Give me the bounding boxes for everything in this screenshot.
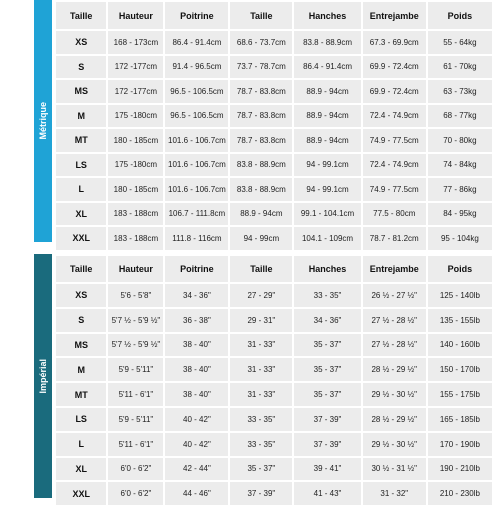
metric-cell-weight: 68 - 77kg [428,105,492,128]
imperial-cell-height: 5'7 ½ - 5'9 ½" [108,334,163,357]
imperial-size-chart [34,254,494,498]
metric-cell-height: 172 -177cm [108,56,163,79]
metric-header-weight: Poids [428,2,492,29]
metric-cell-waist: 68.6 - 73.7cm [230,31,292,54]
metric-cell-chest: 111.8 - 116cm [165,227,228,250]
imperial-table-header [56,256,492,282]
imperial-cell-waist: 31 - 33" [230,334,292,357]
imperial-cell-inseam: 29 ½ - 30 ½" [363,433,426,456]
metric-cell-hips: 83.8 - 88.9cm [294,31,360,54]
metric-side-label [34,0,52,242]
imperial-cell-chest: 38 - 40" [165,334,228,357]
imperial-cell-hips: 35 - 37" [294,358,360,381]
imperial-cell-chest: 36 - 38" [165,309,228,332]
metric-cell-chest: 106.7 - 111.8cm [165,203,228,226]
metric-cell-waist: 83.8 - 88.9cm [230,178,292,201]
imperial-cell-hips: 35 - 37" [294,334,360,357]
metric-table [54,0,494,252]
metric-cell-height: 183 - 188cm [108,227,163,250]
imperial-cell-size: M [56,358,106,381]
imperial-cell-height: 6'0 - 6'2" [108,482,163,505]
imperial-cell-inseam: 31 - 32" [363,482,426,505]
metric-cell-waist: 88.9 - 94cm [230,203,292,226]
metric-cell-hips: 88.9 - 94cm [294,105,360,128]
imperial-cell-hips: 37 - 39" [294,408,360,431]
metric-cell-weight: 77 - 86kg [428,178,492,201]
imperial-cell-hips: 39 - 41" [294,458,360,481]
metric-cell-inseam: 69.9 - 72.4cm [363,80,426,103]
metric-cell-inseam: 72.4 - 74.9cm [363,154,426,177]
imperial-cell-chest: 42 - 44" [165,458,228,481]
metric-cell-inseam: 78.7 - 81.2cm [363,227,426,250]
metric-header-row [56,2,492,29]
imperial-header-weight: Poids [428,256,492,282]
imperial-cell-size: XS [56,284,106,307]
metric-cell-chest: 96.5 - 106.5cm [165,105,228,128]
imperial-cell-chest: 34 - 36" [165,284,228,307]
imperial-header-chest: Poitrine [165,256,228,282]
metric-cell-height: 175 -180cm [108,105,163,128]
imperial-cell-inseam: 30 ½ - 31 ½" [363,458,426,481]
imperial-cell-inseam: 27 ½ - 28 ½" [363,309,426,332]
metric-cell-size: M [56,105,106,128]
metric-header-size: Taille [56,2,106,29]
imperial-table-body [56,284,492,505]
metric-header-hips: Hanches [294,2,360,29]
metric-cell-weight: 61 - 70kg [428,56,492,79]
imperial-cell-hips: 35 - 37" [294,383,360,406]
imperial-cell-hips: 37 - 39" [294,433,360,456]
table-row [56,458,492,481]
imperial-cell-size: LS [56,408,106,431]
metric-cell-weight: 95 - 104kg [428,227,492,250]
imperial-cell-height: 5'7 ½ - 5'9 ½" [108,309,163,332]
metric-cell-hips: 88.9 - 94cm [294,129,360,152]
metric-cell-waist: 78.7 - 83.8cm [230,129,292,152]
imperial-header-row [56,256,492,282]
imperial-cell-waist: 31 - 33" [230,383,292,406]
imperial-cell-inseam: 26 ½ - 27 ½" [363,284,426,307]
metric-cell-size: MT [56,129,106,152]
metric-cell-hips: 86.4 - 91.4cm [294,56,360,79]
metric-cell-inseam: 67.3 - 69.9cm [363,31,426,54]
imperial-header-height: Hauteur [108,256,163,282]
imperial-cell-hips: 41 - 43" [294,482,360,505]
imperial-cell-waist: 27 - 29" [230,284,292,307]
imperial-cell-height: 5'6 - 5'8" [108,284,163,307]
metric-cell-waist: 78.7 - 83.8cm [230,105,292,128]
metric-table-body [56,31,492,250]
metric-cell-weight: 70 - 80kg [428,129,492,152]
imperial-cell-height: 6'0 - 6'2" [108,458,163,481]
metric-cell-hips: 94 - 99.1cm [294,154,360,177]
table-row [56,358,492,381]
metric-cell-size: XS [56,31,106,54]
metric-cell-chest: 101.6 - 106.7cm [165,178,228,201]
metric-cell-size: S [56,56,106,79]
metric-cell-height: 168 - 173cm [108,31,163,54]
metric-cell-chest: 101.6 - 106.7cm [165,129,228,152]
table-row [56,334,492,357]
table-row [56,178,492,201]
imperial-cell-waist: 31 - 33" [230,358,292,381]
imperial-cell-size: XXL [56,482,106,505]
metric-header-height: Hauteur [108,2,163,29]
metric-cell-chest: 96.5 - 106.5cm [165,80,228,103]
metric-cell-waist: 73.7 - 78.7cm [230,56,292,79]
imperial-header-waist: Taille [230,256,292,282]
imperial-cell-waist: 33 - 35" [230,408,292,431]
imperial-cell-weight: 150 - 170lb [428,358,492,381]
metric-cell-chest: 91.4 - 96.5cm [165,56,228,79]
imperial-cell-weight: 135 - 155lb [428,309,492,332]
imperial-cell-weight: 190 - 210lb [428,458,492,481]
imperial-cell-weight: 165 - 185lb [428,408,492,431]
metric-table-header [56,2,492,29]
imperial-cell-chest: 44 - 46" [165,482,228,505]
imperial-cell-weight: 125 - 140lb [428,284,492,307]
imperial-cell-chest: 38 - 40" [165,383,228,406]
imperial-cell-chest: 38 - 40" [165,358,228,381]
table-row [56,408,492,431]
imperial-cell-waist: 29 - 31" [230,309,292,332]
metric-size-chart [34,0,494,242]
imperial-header-size: Taille [56,256,106,282]
metric-cell-inseam: 77.5 - 80cm [363,203,426,226]
imperial-cell-height: 5'9 - 5'11" [108,358,163,381]
metric-cell-size: L [56,178,106,201]
table-row [56,383,492,406]
imperial-cell-hips: 33 - 35" [294,284,360,307]
metric-cell-size: XL [56,203,106,226]
metric-cell-height: 183 - 188cm [108,203,163,226]
imperial-header-hips: Hanches [294,256,360,282]
imperial-cell-waist: 33 - 35" [230,433,292,456]
metric-cell-hips: 104.1 - 109cm [294,227,360,250]
metric-cell-weight: 63 - 73kg [428,80,492,103]
imperial-table [54,254,494,507]
metric-cell-height: 172 -177cm [108,80,163,103]
imperial-cell-weight: 140 - 160lb [428,334,492,357]
imperial-cell-inseam: 28 ½ - 29 ½" [363,358,426,381]
imperial-cell-height: 5'11 - 6'1" [108,383,163,406]
table-row [56,31,492,54]
table-row [56,80,492,103]
metric-cell-weight: 74 - 84kg [428,154,492,177]
imperial-cell-weight: 210 - 230lb [428,482,492,505]
table-row [56,482,492,505]
table-row [56,227,492,250]
metric-cell-size: LS [56,154,106,177]
metric-cell-chest: 101.6 - 106.7cm [165,154,228,177]
imperial-cell-inseam: 29 ½ - 30 ½" [363,383,426,406]
metric-label-text: Métrique [38,102,48,140]
imperial-cell-size: L [56,433,106,456]
metric-cell-chest: 86.4 - 91.4cm [165,31,228,54]
imperial-cell-chest: 40 - 42" [165,408,228,431]
imperial-cell-waist: 37 - 39" [230,482,292,505]
imperial-cell-weight: 155 - 175lb [428,383,492,406]
imperial-header-inseam: Entrejambe [363,256,426,282]
metric-cell-weight: 84 - 95kg [428,203,492,226]
imperial-cell-inseam: 27 ½ - 28 ½" [363,334,426,357]
metric-cell-waist: 78.7 - 83.8cm [230,80,292,103]
imperial-cell-size: XL [56,458,106,481]
table-row [56,309,492,332]
metric-cell-inseam: 74.9 - 77.5cm [363,178,426,201]
metric-cell-height: 175 -180cm [108,154,163,177]
metric-cell-inseam: 74.9 - 77.5cm [363,129,426,152]
metric-cell-height: 180 - 185cm [108,178,163,201]
imperial-label-text: Impérial [38,358,48,394]
imperial-cell-weight: 170 - 190lb [428,433,492,456]
imperial-cell-size: MT [56,383,106,406]
table-row [56,56,492,79]
imperial-side-label [34,254,52,498]
metric-cell-weight: 55 - 64kg [428,31,492,54]
metric-cell-hips: 88.9 - 94cm [294,80,360,103]
metric-cell-size: XXL [56,227,106,250]
imperial-cell-hips: 34 - 36" [294,309,360,332]
table-row [56,129,492,152]
metric-cell-height: 180 - 185cm [108,129,163,152]
metric-cell-size: MS [56,80,106,103]
imperial-cell-inseam: 28 ½ - 29 ½" [363,408,426,431]
table-row [56,433,492,456]
table-row [56,203,492,226]
imperial-cell-chest: 40 - 42" [165,433,228,456]
imperial-cell-height: 5'11 - 6'1" [108,433,163,456]
table-row [56,154,492,177]
metric-header-inseam: Entrejambe [363,2,426,29]
imperial-cell-height: 5'9 - 5'11" [108,408,163,431]
metric-header-waist: Taille [230,2,292,29]
metric-cell-waist: 83.8 - 88.9cm [230,154,292,177]
metric-cell-inseam: 69.9 - 72.4cm [363,56,426,79]
imperial-cell-size: MS [56,334,106,357]
table-row [56,105,492,128]
imperial-cell-waist: 35 - 37" [230,458,292,481]
imperial-cell-size: S [56,309,106,332]
metric-cell-inseam: 72.4 - 74.9cm [363,105,426,128]
metric-header-chest: Poitrine [165,2,228,29]
metric-cell-hips: 99.1 - 104.1cm [294,203,360,226]
table-row [56,284,492,307]
metric-cell-waist: 94 - 99cm [230,227,292,250]
metric-cell-hips: 94 - 99.1cm [294,178,360,201]
